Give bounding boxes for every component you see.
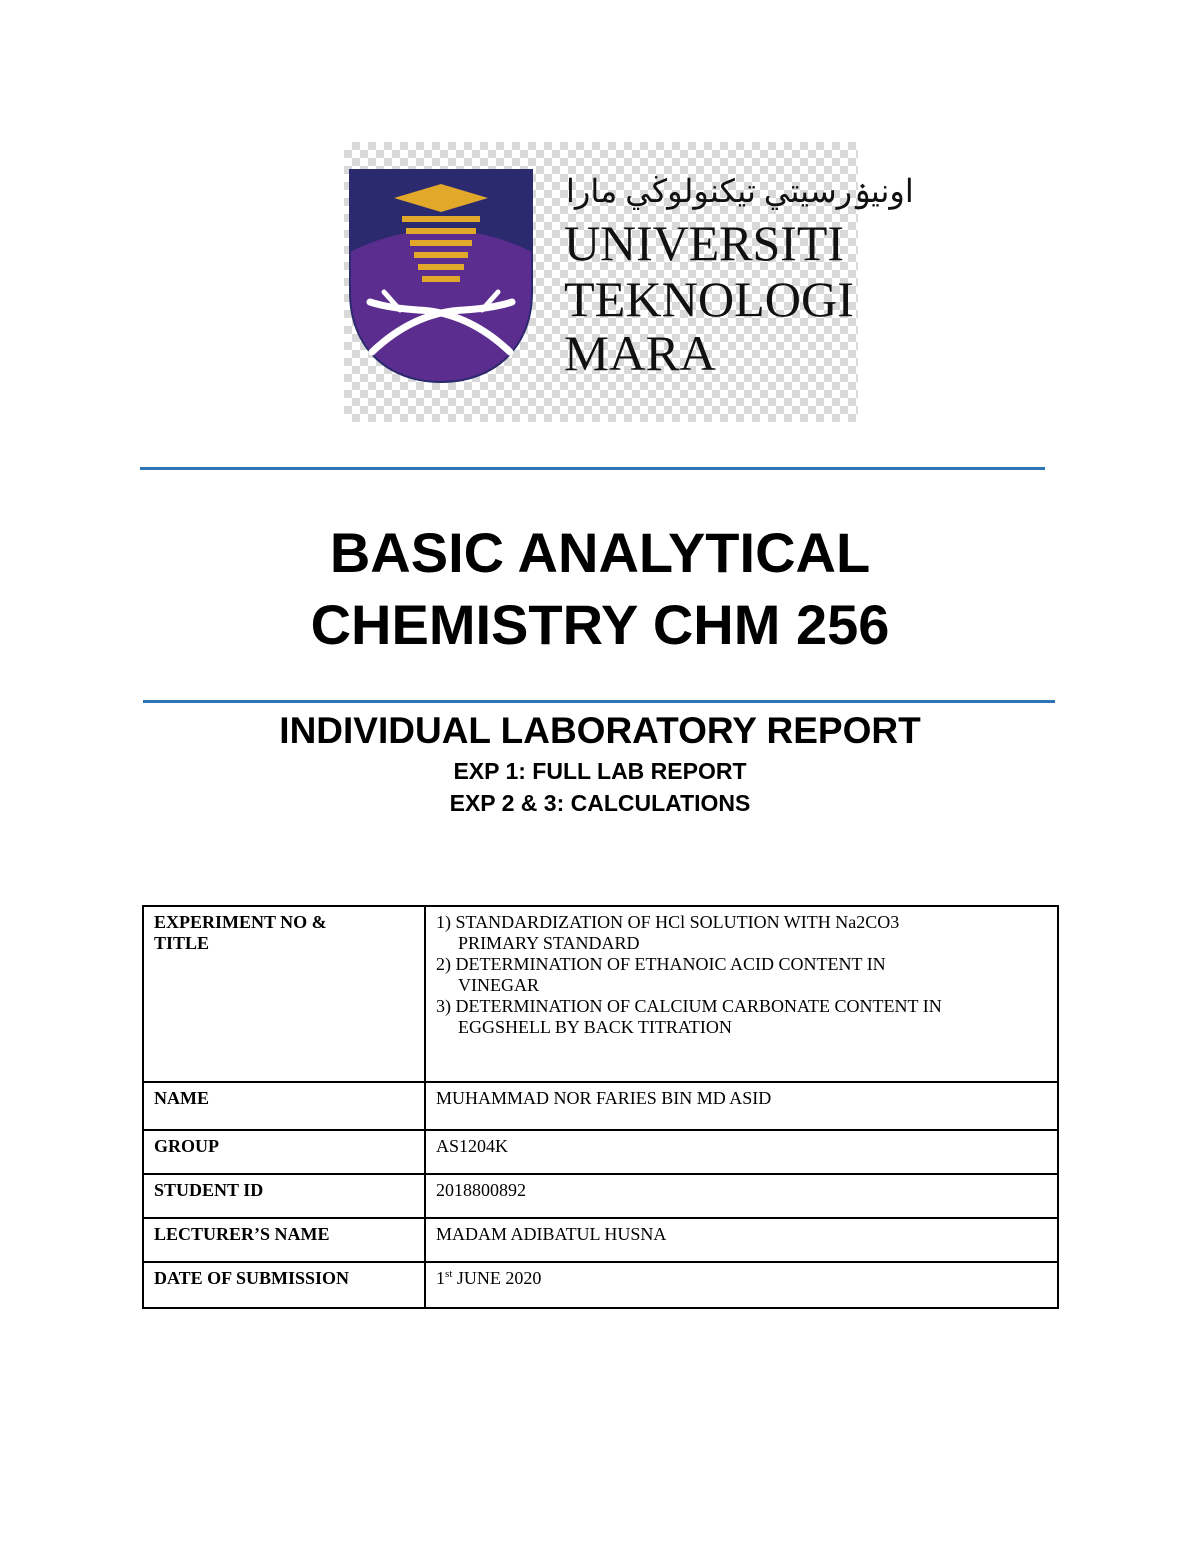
table-row-experiment [143,906,1058,1082]
name-label: NAME [143,1082,425,1130]
logo-graphic [344,142,914,422]
experiment-label-line1: EXPERIMENT NO & [154,912,327,932]
experiment-item [436,912,1047,954]
experiment-label [143,906,425,1082]
experiment-item [436,996,1047,1038]
experiment-line1: DETERMINATION OF ETHANOIC ACID CONTENT IN [455,954,886,974]
date-value [425,1262,1058,1308]
report-exp23: EXP 2 & 3: CALCULATIONS [449,790,751,816]
experiment-num: 2) [436,954,452,974]
report-heading: INDIVIDUAL LABORATORY REPORT [279,710,921,751]
group-value: AS1204K [425,1130,1058,1174]
university-logo [344,142,914,422]
logo-jawi-text: اونيۏرسيتي تيكنولوڬي مارا [566,173,914,209]
experiment-line1: DETERMINATION OF CALCIUM CARBONATE CONTENT IN [455,996,942,1016]
lecturer-value: MADAM ADIBATUL HUSNA [425,1218,1058,1262]
experiment-line1: STANDARDIZATION OF HCl SOLUTION WITH Na2CO3 [455,912,900,932]
table-row-student-id [143,1174,1058,1218]
logo-line-mara: MARA [564,325,716,381]
experiment-num: 1) [436,912,452,932]
date-rest: JUNE 2020 [452,1268,542,1288]
table-row-group [143,1130,1058,1174]
student-id-label: STUDENT ID [143,1174,425,1218]
lecturer-label: LECTURER’S NAME [143,1218,425,1262]
experiment-num: 3) [436,996,452,1016]
experiment-item [436,954,1047,996]
date-label: DATE OF SUBMISSION [143,1262,425,1308]
group-label: GROUP [143,1130,425,1174]
table-row-lecturer [143,1218,1058,1262]
course-title-line1: BASIC ANALYTICAL [329,521,871,584]
experiment-label-line2: TITLE [154,933,210,953]
table-row-name [143,1082,1058,1130]
middle-rule [143,700,1055,703]
logo-line-teknologi: TEKNOLOGI [564,271,854,327]
name-value: MUHAMMAD NOR FARIES BIN MD ASID [425,1082,1058,1130]
experiment-line2: VINEGAR [458,975,540,995]
experiment-line2: EGGSHELL BY BACK TITRATION [458,1017,732,1037]
course-title-line2: CHEMISTRY CHM 256 [310,593,890,656]
report-details-table [142,905,1059,1309]
top-rule [140,467,1045,470]
table-row-date [143,1262,1058,1308]
logo-line-universiti: UNIVERSITI [564,215,844,271]
student-id-value: 2018800892 [425,1174,1058,1218]
date-suffix: st [445,1268,453,1280]
report-exp1: EXP 1: FULL LAB REPORT [453,758,747,784]
experiment-list [425,906,1058,1082]
experiment-line2: PRIMARY STANDARD [458,933,640,953]
date-day: 1 [436,1268,446,1288]
